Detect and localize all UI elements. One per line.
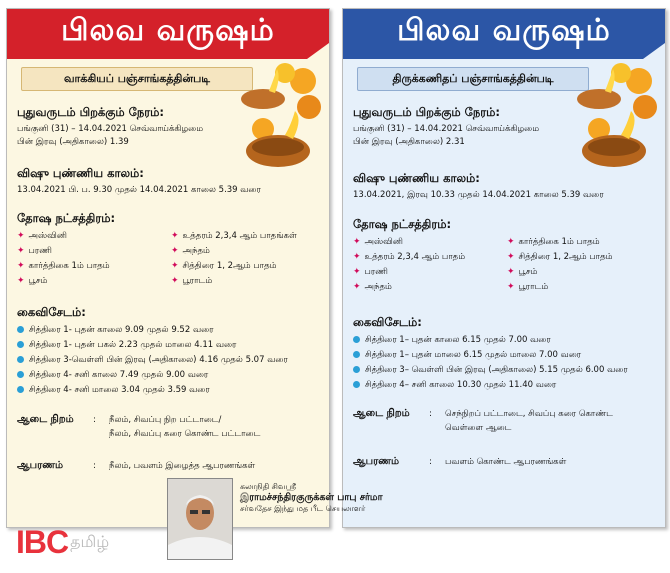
left-dosha-heading: தோஷ நட்சத்திரம்: xyxy=(17,211,116,225)
right-dosha-section xyxy=(353,217,657,295)
dosha-item: ✦ அஸ்வினி xyxy=(353,237,403,247)
left-kaivisedam-section xyxy=(17,305,321,398)
right-panel-thirukanitha xyxy=(342,8,666,528)
left-subtitle: வாக்கியப் பஞ்சாங்கத்தின்படி xyxy=(21,67,253,91)
right-newyear-line2: பின் இரவு (அதிகாலை) 2.31 xyxy=(353,137,465,147)
left-newyear-heading: புதுவருடம் பிறக்கும் நேரம்: xyxy=(17,105,165,119)
dosha-item: ✦ கார்த்திகை 1ம் பாதம் xyxy=(17,261,110,271)
right-aadai-line1: செந்நிறப் பட்டாடை, சிவப்பு கரை கொண்ட xyxy=(445,409,613,419)
left-aadai-line2: நீலம், சிவப்பு கரை கொண்ட பட்டாடை xyxy=(109,429,261,439)
bullet-dot-icon xyxy=(353,351,360,358)
dosha-item: ✦ சித்திரை 1, 2ஆம் பாதம் xyxy=(171,261,277,271)
dosha-item: ✦ பூசம் xyxy=(17,276,48,286)
right-vishu-heading: விஷு புண்ணிய காலம்: xyxy=(353,171,480,185)
diamond-bullet-icon: ✦ xyxy=(353,237,361,247)
kaivisedam-item: சித்திரை 4- சனி மாலை 3.04 முதல் 3.59 வரை xyxy=(17,383,321,398)
kaivisedam-item: சித்திரை 4– சனி காலை 10.30 முதல் 11.40 வரை xyxy=(353,378,657,393)
dosha-item: ✦ சித்திரை 1, 2ஆம் பாதம் xyxy=(507,252,613,262)
diamond-bullet-icon: ✦ xyxy=(353,267,361,277)
diamond-bullet-icon: ✦ xyxy=(507,237,515,247)
right-newyear-line1: பங்குனி (31) – 14.04.2021 செவ்வாய்க்கிழமை xyxy=(353,124,540,134)
right-vishu-line1: 13.04.2021, இரவு 10.33 முதல் 14.04.2021 காலை 5.39 வரை xyxy=(353,190,604,200)
diamond-bullet-icon: ✦ xyxy=(507,282,515,292)
kaivisedam-item: சித்திரை 3– வெள்ளி பின் இரவு (அதிகாலை) 5.15 முதல் 6.00 வரை xyxy=(353,363,657,378)
diamond-bullet-icon: ✦ xyxy=(507,252,515,262)
dosha-item: ✦ பூராடம் xyxy=(507,282,549,292)
right-vishu-section xyxy=(353,171,657,202)
diamond-bullet-icon: ✦ xyxy=(17,261,25,271)
right-aabaranam-value: பவளம் கொண்ட ஆபரணங்கள் xyxy=(445,457,567,467)
left-vishu-heading: விஷு புண்ணிய காலம்: xyxy=(17,166,144,180)
diamond-bullet-icon: ✦ xyxy=(17,231,25,241)
right-aabaranam-label: ஆபரணம் xyxy=(353,456,400,467)
left-newyear-line1: பங்குனி (31) – 14.04.2021 செவ்வாய்க்கிழமை xyxy=(17,124,204,134)
diamond-bullet-icon: ✦ xyxy=(17,246,25,256)
diamond-bullet-icon: ✦ xyxy=(17,276,25,286)
kaivisedam-item: சித்திரை 3-வெள்ளி பின் இரவு (அதிகாலை) 4.16 முதல் 5.07 வரை xyxy=(17,353,321,368)
dosha-item: ✦ பரணி xyxy=(353,267,388,277)
bullet-dot-icon xyxy=(17,356,24,363)
author-photo xyxy=(167,478,233,560)
dosha-item: ✦ பரணி xyxy=(17,246,52,256)
right-subtitle: திருக்கணிதப் பஞ்சாங்கத்தின்படி xyxy=(357,67,589,91)
right-aadai-line2: வெள்ளை ஆடை xyxy=(445,423,512,433)
kaivisedam-item: சித்திரை 4- சனி காலை 7.49 முதல் 9.00 வரை xyxy=(17,368,321,383)
left-vishu-line1: 13.04.2021 பி. ப. 9.30 முதல் 14.04.2021 காலை 5.39 வரை xyxy=(17,185,261,195)
left-panel-vakkiya xyxy=(6,8,330,528)
right-kaivisedam-section xyxy=(353,315,657,393)
bullet-dot-icon xyxy=(353,366,360,373)
right-kaivisedam-heading: கைவிசேடம்: xyxy=(353,315,422,329)
left-aadai-section xyxy=(17,413,321,441)
bullet-dot-icon xyxy=(17,341,24,348)
colon: : xyxy=(93,415,96,425)
kaivisedam-item: சித்திரை 1– புதன் காலை 6.15 முதல் 7.00 வரை xyxy=(353,333,657,348)
colon: : xyxy=(429,409,432,419)
bullet-dot-icon xyxy=(17,326,24,333)
author-credit xyxy=(240,482,440,514)
left-aabaranam-value: நீலம், பவளம் இழைத்த ஆபரணங்கள் xyxy=(109,461,256,471)
left-dosha-list xyxy=(17,229,321,289)
diamond-bullet-icon: ✦ xyxy=(171,276,179,286)
dosha-item: ✦ அந்தம் xyxy=(171,246,210,256)
dosha-item: ✦ கார்த்திகை 1ம் பாதம் xyxy=(507,237,600,247)
left-newyear-line2: பின் இரவு (அதிகாலை) 1.39 xyxy=(17,137,129,147)
bullet-dot-icon xyxy=(353,381,360,388)
right-newyear-heading: புதுவருடம் பிறக்கும் நேரம்: xyxy=(353,105,501,119)
right-aadai-label: ஆடை நிறம் xyxy=(353,408,410,419)
right-aabaranam-section xyxy=(353,455,657,469)
diamond-bullet-icon: ✦ xyxy=(353,282,361,292)
dosha-item: ✦ பூராடம் xyxy=(171,276,213,286)
left-vishu-section xyxy=(17,166,321,197)
right-dosha-heading: தோஷ நட்சத்திரம்: xyxy=(353,217,452,231)
colon: : xyxy=(93,461,96,471)
right-title-banner xyxy=(343,9,665,59)
kaivisedam-item: சித்திரை 1- புதன் காலை 9.09 முதல் 9.52 வரை xyxy=(17,323,321,338)
author-name: இராமச்சந்திரகுருக்கள் பாபு சர்மா xyxy=(240,492,383,503)
bullet-dot-icon xyxy=(353,336,360,343)
dosha-item: ✦ பூசம் xyxy=(507,267,538,277)
left-title-banner xyxy=(7,9,329,59)
ibc-logo-suffix: தமிழ் xyxy=(70,531,110,551)
dosha-item: ✦ உத்தரம் 2,3,4 ஆம் பாதம் xyxy=(353,252,466,262)
left-kaivisedam-heading: கைவிசேடம்: xyxy=(17,305,86,319)
diamond-bullet-icon: ✦ xyxy=(171,231,179,241)
bullet-dot-icon xyxy=(17,371,24,378)
diamond-bullet-icon: ✦ xyxy=(353,252,361,262)
author-role: சர்வதேச இந்து மத பீட செயலாளர் xyxy=(240,504,366,513)
colon: : xyxy=(429,457,432,467)
dosha-item: ✦ உத்தரம் 2,3,4 ஆம் பாதங்கள் xyxy=(171,231,297,241)
right-newyear-section xyxy=(353,105,657,149)
left-title: பிலவ வருஷம் xyxy=(61,13,275,48)
right-dosha-list xyxy=(353,235,657,295)
left-dosha-section xyxy=(17,211,321,289)
ibc-logo xyxy=(16,522,109,562)
diamond-bullet-icon: ✦ xyxy=(507,267,515,277)
kaivisedam-item: சித்திரை 1– புதன் மாலை 6.15 முதல் மாலை 7.00 வரை xyxy=(353,348,657,363)
left-aabaranam-section xyxy=(17,459,321,473)
left-newyear-section xyxy=(17,105,321,149)
left-aadai-label: ஆடை நிறம் xyxy=(17,414,74,425)
author-title: கலாநிதி சிவஸ்ரீ xyxy=(240,482,296,491)
diamond-bullet-icon: ✦ xyxy=(171,246,179,256)
ibc-logo-text: IBC xyxy=(16,523,69,560)
dosha-item: ✦ அஸ்வினி xyxy=(17,231,67,241)
left-aadai-line1: நீலம், சிவப்பு நிற பட்டாடை/ xyxy=(109,415,222,425)
left-aabaranam-label: ஆபரணம் xyxy=(17,460,64,471)
right-title: பிலவ வருஷம் xyxy=(397,13,611,48)
kaivisedam-item: சித்திரை 1- புதன் பகல் 2.23 முதல் மாலை 4.11 வரை xyxy=(17,338,321,353)
right-aadai-section xyxy=(353,407,657,435)
diamond-bullet-icon: ✦ xyxy=(171,261,179,271)
dosha-item: ✦ அந்தம் xyxy=(353,282,392,292)
bullet-dot-icon xyxy=(17,386,24,393)
